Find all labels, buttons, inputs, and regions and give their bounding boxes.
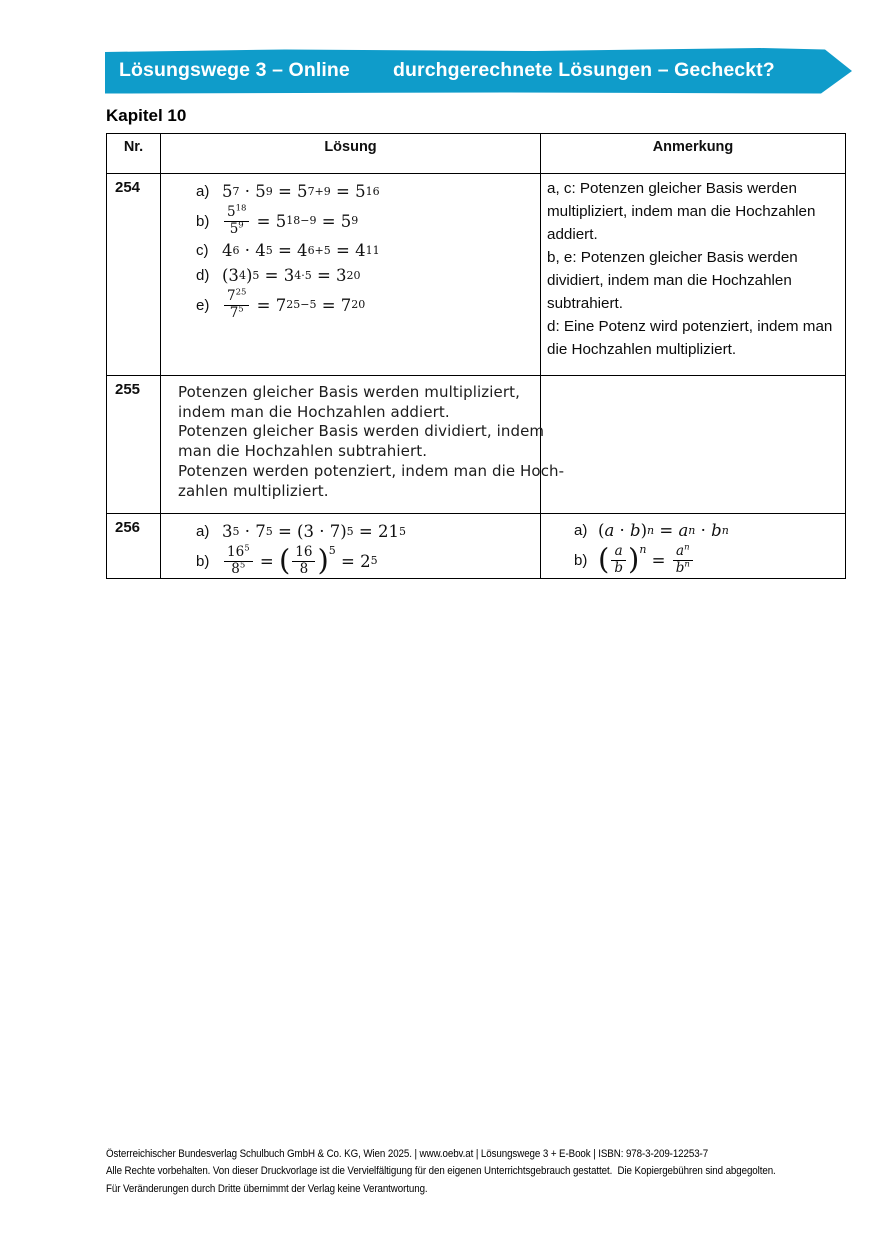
- column-header-nr: Nr.: [107, 134, 161, 174]
- chapter-title: Kapitel 10: [106, 106, 187, 125]
- solution-item: [196, 288, 540, 322]
- loesung-cell: [161, 514, 541, 579]
- item-label: a): [574, 522, 588, 539]
- column-header-loesung: Lösung: [161, 134, 541, 174]
- anmerkung-cell: [541, 514, 846, 579]
- nr-cell: 254: [107, 174, 161, 376]
- solution-item-list: [161, 174, 540, 322]
- column-header-anmerkung: Anmerkung: [541, 134, 846, 174]
- item-label: b): [196, 552, 210, 570]
- math-formula: (3 4 ) 5 = 3 4·5 = 3 20: [222, 266, 361, 286]
- item-label: b): [196, 212, 210, 230]
- banner-title-left: Lösungswege 3 – Online: [119, 59, 350, 81]
- item-label: a): [196, 523, 210, 540]
- loesung-cell: [161, 174, 541, 376]
- banner-title-right: durchgerechnete Lösungen – Gecheckt?: [393, 59, 775, 81]
- math-formula: $\frac{16^5}{8^5}$ = ( 16 8 ) $^5$ = 2 5: [222, 545, 378, 577]
- loesung-cell: [161, 376, 565, 514]
- table-row-255: [107, 376, 846, 514]
- solution-item: [196, 544, 540, 578]
- table-row-254: [107, 174, 846, 376]
- header-banner: [105, 47, 853, 95]
- solutions-table: [106, 133, 846, 579]
- anmerkung-item: [574, 543, 845, 577]
- item-label: a): [196, 183, 210, 200]
- math-formula: 4 6 · 4 5 = 4 6+5 = 4 11: [222, 241, 380, 261]
- anmerkung-item-list: [541, 514, 845, 577]
- math-formula: $\frac{7^{25}}{7^5}$ = 7 25−5 = 7 20: [222, 289, 365, 321]
- item-label: d): [196, 267, 210, 285]
- math-formula: ( a b ) $^n$ = $\frac{a^n}{b^n}$: [598, 544, 695, 576]
- item-label: b): [574, 551, 588, 569]
- math-formula: 3 5 · 7 5 = (3 · 7) 5 = 21 5: [222, 522, 406, 541]
- anmerkung-cell: [541, 174, 846, 376]
- solution-item: [196, 263, 540, 288]
- solution-item: [196, 519, 540, 544]
- table-header-row: [107, 134, 846, 174]
- footer-imprint: Österreichischer Bundesverlag Schulbuch GmbH & Co. KG, Wien 2025. | www.oebv.at | Lösungswege 3 + E-Book | ISBN: 978-3-209-12253-7 Alle Rechte vorbehalten. Von dieser Druckvorlage ist die Vervielfältigung für den eigenen Unterrichtsgebrauch gestattet. Die Kopiergebühren sind abgegolten. Für Veränderungen durch Dritte übernimmt der Verlag keine Verantwortung.: [106, 1148, 776, 1195]
- anmerkung-text: a, c: Potenzen gleicher Basis werden multipliziert, indem man die Hochzahlen addiert. b, e: Potenzen gleicher Basis werden dividiert, indem man die Hochzahlen subtrahiert. d: Eine Potenz wird potenziert, indem man die Hochzahlen multipliziert.: [547, 180, 833, 358]
- math-formula: 5 7 · 5 9 = 5 7+9 = 5 16: [222, 182, 380, 201]
- anmerkung-cell: [541, 376, 846, 514]
- table-row-256: [107, 514, 846, 579]
- item-label: e): [196, 296, 210, 314]
- solution-item: [196, 179, 540, 204]
- math-formula: $\frac{5^{18}}{5^9}$ = 5 18−9 = 5 9: [222, 205, 358, 237]
- math-formula: ( a · b ) n = a n · b n: [598, 521, 729, 540]
- anmerkung-item: [574, 518, 845, 543]
- solution-item-list: [161, 514, 540, 578]
- item-label: c): [196, 242, 209, 260]
- handwritten-answer-text: Potenzen gleicher Basis werden multipliziert, indem man die Hochzahlen addiert. Potenzen gleicher Basis werden dividiert, indem man die Hochzahlen subtrahiert. Potenzen werden potenziert, indem man die Hoch- zahlen multipliziert.: [178, 383, 565, 500]
- solution-item: [196, 238, 540, 263]
- nr-cell: 255: [107, 376, 161, 514]
- nr-cell: 256: [107, 514, 161, 579]
- solution-item: [196, 204, 540, 238]
